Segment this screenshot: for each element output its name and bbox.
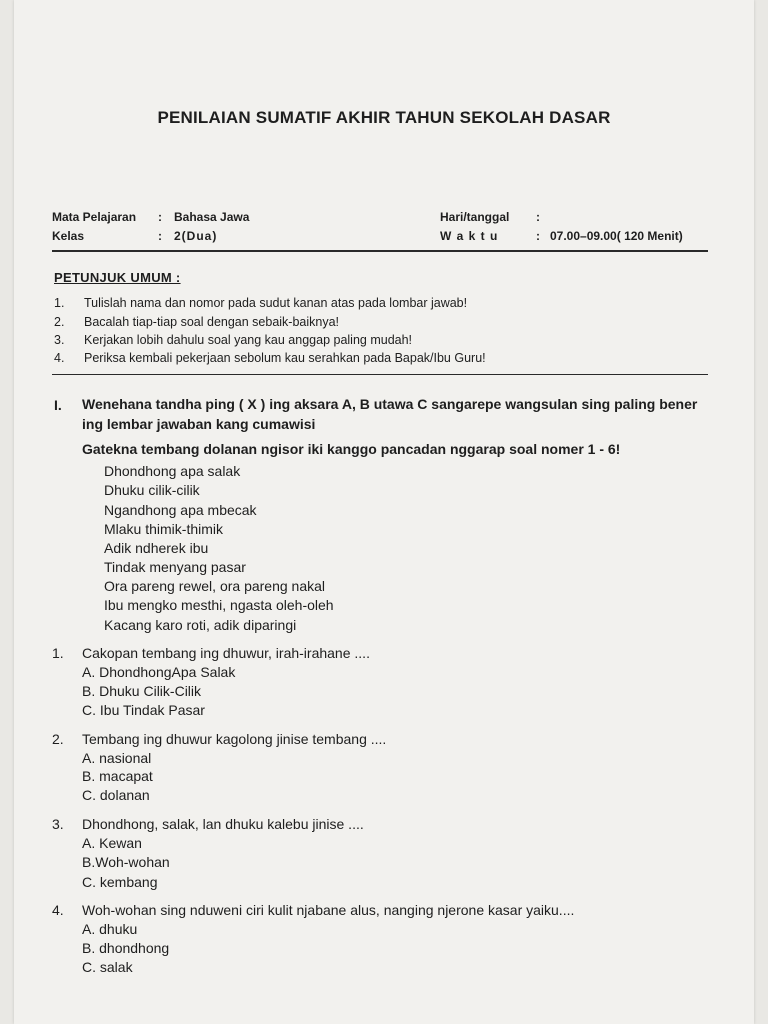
page-title: PENILAIAN SUMATIF AKHIR TAHUN SEKOLAH DASAR (157, 108, 611, 127)
song-line: Tindak menyang pasar (104, 559, 246, 575)
answer-option[interactable]: A. Kewan (82, 835, 142, 851)
answer-option[interactable]: A. nasional (82, 750, 152, 766)
answer-option[interactable]: C. salak (82, 959, 133, 975)
date-label: Hari/tanggal (440, 210, 510, 224)
question-text: Woh-wohan sing nduweni ciri kulit njabane alus, nanging njerone kasar yaiku.... (82, 902, 575, 918)
instruction-item: 3. Kerjakan lobih dahulu soal yang kau anggap paling mudah! (54, 333, 413, 347)
time-separator: : (536, 229, 540, 243)
answer-option[interactable]: A. dhuku (82, 921, 138, 937)
subject-separator: : (158, 210, 162, 224)
answer-option[interactable]: B. dhondhong (82, 940, 170, 956)
instruction-item: 1. Tulislah nama dan nomor pada sudut kanan atas pada lombar jawab! (54, 296, 468, 310)
class-separator: : (158, 229, 162, 243)
song-line: Kacang karo roti, adik diparingi (104, 617, 297, 633)
question-number: 1. (52, 645, 64, 661)
song-line: Ngandhong apa mbecak (104, 502, 257, 518)
instructions-heading: PETUNJUK UMUM : (54, 270, 181, 285)
answer-option[interactable]: C. dolanan (82, 787, 150, 803)
instruction-item: 2. Bacalah tiap-tiap soal dengan sebaik-baiknya! (54, 315, 340, 329)
answer-option[interactable]: C. kembang (82, 874, 158, 890)
class-value: 2(Dua) (174, 229, 218, 243)
subject-value: Bahasa Jawa (174, 210, 250, 224)
section-number: I. (54, 397, 62, 413)
instruction-item: 4. Periksa kembali pekerjaan sebolum kau serahkan pada Bapak/Ibu Guru! (54, 351, 486, 365)
answer-option[interactable]: B.Woh-wohan (82, 854, 170, 870)
song-instruction: Gatekna tembang dolanan ngisor iki kanggo pancadan nggarap soal nomer 1 - 6! (82, 441, 621, 457)
song-line: Ora pareng rewel, ora pareng nakal (104, 578, 326, 594)
song-line: Dhuku cilik-cilik (104, 482, 200, 498)
header-rule (52, 250, 708, 252)
section-instruction: Wenehana tandha ping ( X ) ing aksara A, B utawa C sangarepe wangsulan sing paling bener ing lembar jawaban kang cumawisi (82, 396, 698, 432)
time-label: W a k t u (440, 229, 499, 243)
question-text: Cakopan tembang ing dhuwur, irah-irahane .... (82, 645, 370, 661)
song-line: Ibu mengko mesthi, ngasta oleh-oleh (104, 597, 334, 613)
question-number: 3. (52, 816, 64, 832)
class-label: Kelas (52, 229, 85, 243)
subject-label: Mata Pelajaran (52, 210, 137, 224)
question-number: 4. (52, 902, 64, 918)
song-line: Mlaku thimik-thimik (104, 521, 224, 537)
song-line: Dhondhong apa salak (104, 463, 241, 479)
time-value: 07.00–09.00( 120 Menit) (550, 229, 683, 243)
question-text: Tembang ing dhuwur kagolong jinise tembang .... (82, 731, 387, 747)
answer-option[interactable]: C. Ibu Tindak Pasar (82, 702, 205, 718)
answer-option[interactable]: B. Dhuku Cilik-Cilik (82, 683, 202, 699)
question-number: 2. (52, 731, 64, 747)
instructions-rule (52, 374, 708, 375)
song-line: Adik ndherek ibu (104, 540, 209, 556)
question-text: Dhondhong, salak, lan dhuku kalebu jinise .... (82, 816, 364, 832)
answer-option[interactable]: B. macapat (82, 768, 153, 784)
answer-option[interactable]: A. DhondhongApa Salak (82, 664, 236, 680)
date-separator: : (536, 210, 540, 224)
